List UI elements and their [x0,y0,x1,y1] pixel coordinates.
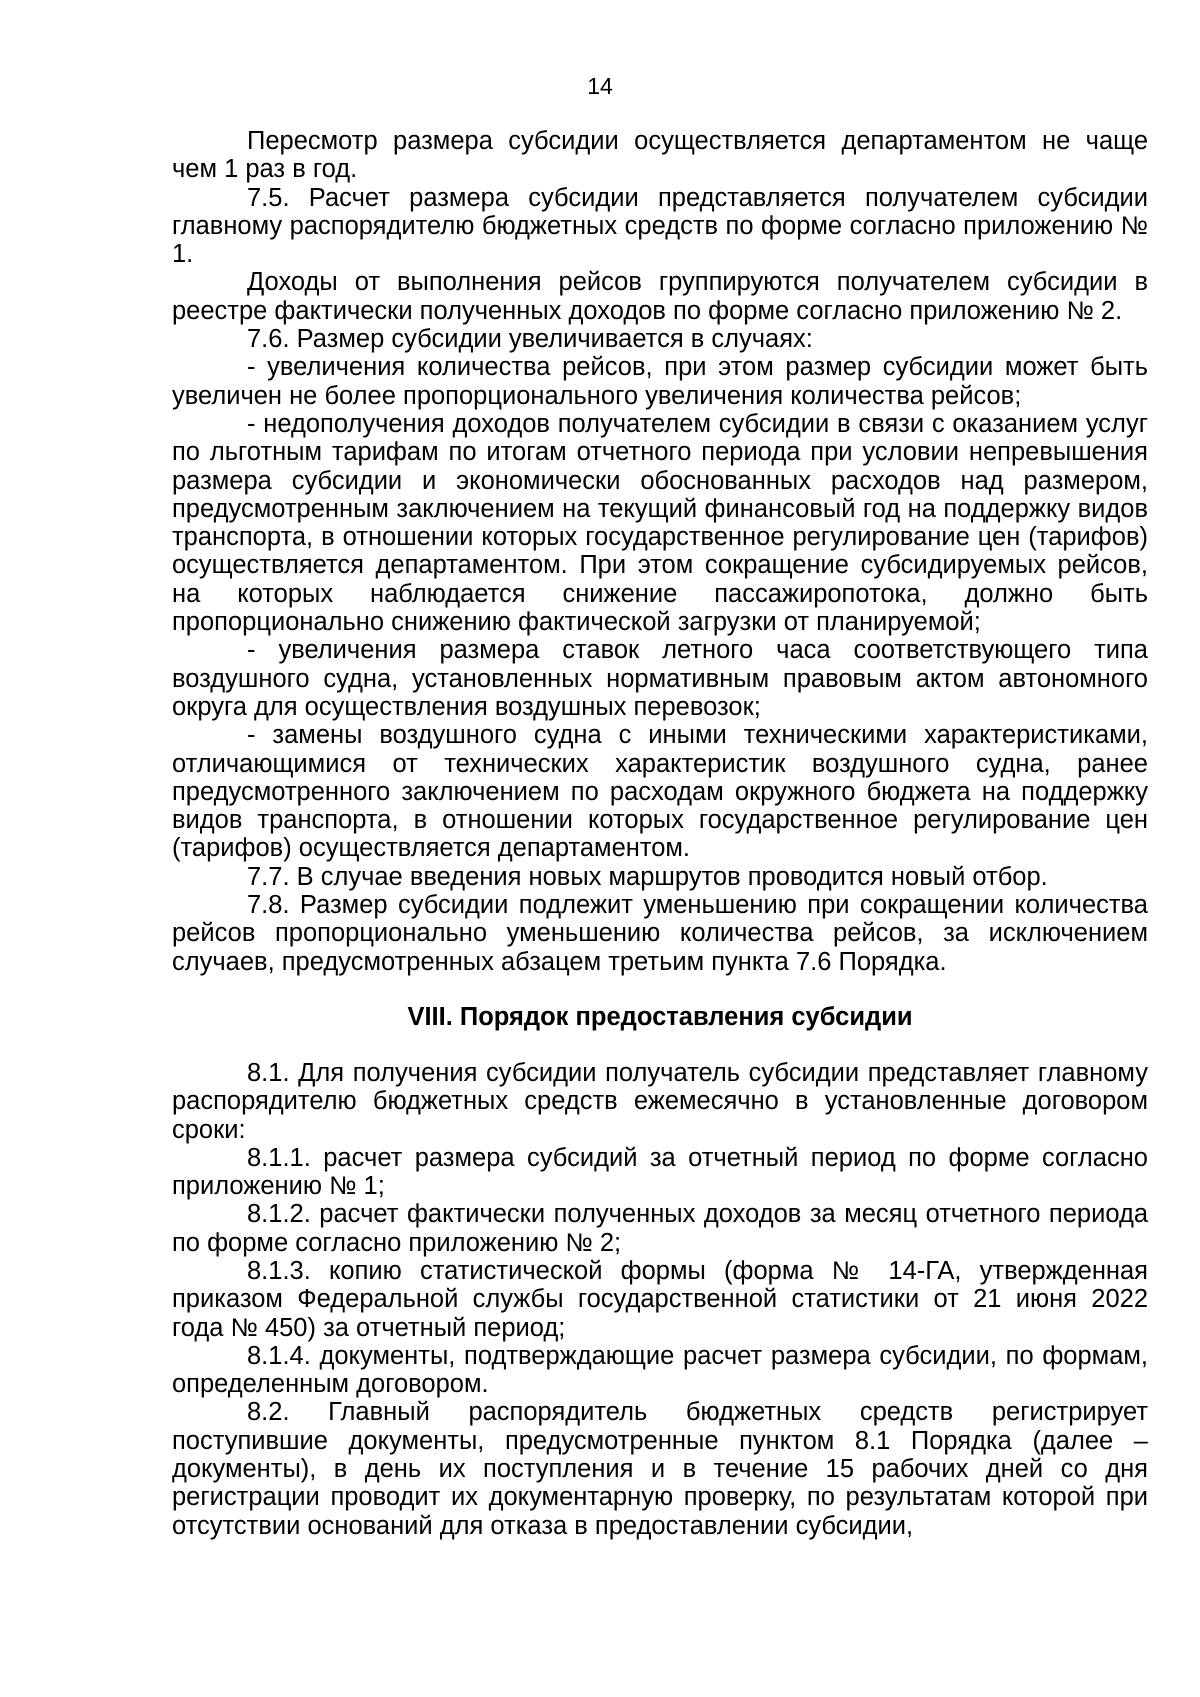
paragraph-7-6-income-shortfall: - недополучения доходов получателем субсидии в связи с оказанием услуг по льготным тарифам по итогам отчетного периода при условии непревышения размера субсидии и экономически обоснованных расходов над размером, предусмотренным заключением на текущий финансовый год на поддержку видов транспорта, в отношении которых государственное регулирование цен (тарифов) осуществляется департаментом. При этом сокращение субсидируемых рейсов, на которых наблюдается снижение пассажиропотока, должно быть пропорционально снижению фактической загрузки от планируемой; [172,409,1148,637]
paragraph-7-6: 7.6. Размер субсидии увеличивается в случаях: [247,325,813,354]
paragraph-8-2: 8.2. Главный распорядитель бюджетных средств регистрирует поступившие документы, предусмотренные пунктом 8.1 Порядка (далее – документы), в день их поступления и в течение 15 рабочих дней со дня регистрации проводит их документарную проверку, по результатам которой при отсутствии оснований для отказа в предоставлении субсидии, [172,1398,1148,1540]
paragraph-income-register: Доходы от выполнения рейсов группируются получателем субсидии в реестре фактически полученных доходов по форме согласно приложению № 2. [172,268,1148,325]
paragraph-8-1: 8.1. Для получения субсидии получатель субсидии представляет главному распорядителю бюджетных средств ежемесячно в установленные договором сроки: [172,1058,1148,1144]
document-body [172,127,1148,1540]
paragraph-8-1-4: 8.1.4. документы, подтверждающие расчет размера субсидии, по формам, определенным договором. [172,1341,1148,1399]
page-number: 14 [587,73,613,99]
paragraph-7-6-flights-increase: - увеличения количества рейсов, при этом размер субсидии может быть увеличен не более пропорционального увеличения количества рейсов; [172,353,1148,410]
paragraph-8-1-2: 8.1.2. расчет фактически полученных доходов за месяц отчетного периода по форме согласно приложению № 2; [172,1200,1148,1257]
paragraph-7-6-aircraft-replacement: - замены воздушного судна с иными техническими характеристиками, отличающимися от технических характеристик воздушного судна, ранее предусмотренного заключением по расходам окружного бюджета на поддержку видов транспорта, в отношении которых государственное регулирование цен (тарифов) осуществляется департаментом. [172,721,1148,863]
paragraph-8-1-3: 8.1.3. копию статистической формы (форма № 14-ГА, утвержденная приказом Федеральной службы государственной статистики от 21 июня 2022 года № 450) за отчетный период; [172,1256,1148,1342]
paragraph-7-8: 7.8. Размер субсидии подлежит уменьшению при сокращении количества рейсов пропорционально уменьшению количества рейсов, за исключением случаев, предусмотренных абзацем третьим пункта 7.6 Порядка. [172,891,1148,976]
paragraph-7-5: 7.5. Расчет размера субсидии представляется получателем субсидии главному распорядителю бюджетных средств по форме согласно приложению № 1. [172,183,1148,269]
paragraph-7-7: 7.7. В случае введения новых маршрутов проводится новый отбор. [247,862,1048,891]
paragraph-8-1-1: 8.1.1. расчет размера субсидий за отчетный период по форме согласно приложению № 1; [172,1143,1148,1201]
paragraph-revision-frequency: Пересмотр размера субсидии осуществляется департаментом не чаще чем 1 раз в год. [172,127,1148,184]
section-heading: VIII. Порядок предоставления субсидии [407,1002,913,1031]
paragraph-7-6-flight-hour-rates: - увеличения размера ставок летного часа соответствующего типа воздушного судна, установленных нормативным правовым актом автономного округа для осуществления воздушных перевозок; [172,636,1148,721]
